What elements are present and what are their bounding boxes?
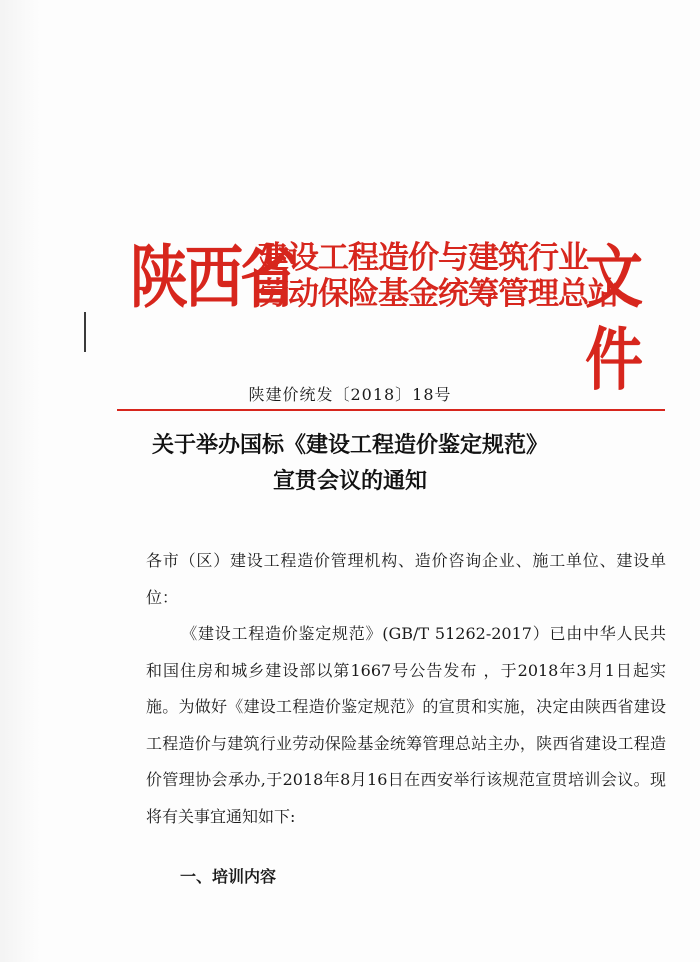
recipients-paragraph: 各市（区）建设工程造价管理机构、造价咨询企业、施工单位、建设单位：	[146, 551, 666, 607]
letterhead-doc-type: 文件	[585, 237, 641, 401]
red-divider-line	[117, 409, 665, 411]
letterhead-org-line1: 建设工程造价与建筑行业	[258, 240, 588, 276]
letterhead-organization	[258, 240, 618, 312]
title-line1: 关于举办国标《建设工程造价鉴定规范》	[151, 433, 548, 458]
title-line2: 宣贯会议的通知	[272, 469, 427, 494]
body-paragraph-1: 《建设工程造价鉴定规范》(GB/T 51262-2017）已由中华人民共和国住房和城乡建设部以第1667号公告发布 ，于2018年3月1日起实施。为做好《建设工程造价鉴定规范》的宣贯和实施，决定由陕西省建设工程造价与建筑行业劳动保险基金统筹管理总站主办，陕西省建设工程造价管理协会承办,于2018年8月16日在西安举行该规范宣贯培训会议。现将有关事宜通知如下:	[146, 624, 666, 826]
section-heading-1: 一、培训内容	[180, 867, 277, 886]
letterhead-org-line2: 劳动保险基金统筹管理总站	[258, 276, 618, 312]
binding-mark	[84, 312, 86, 352]
letterhead-province: 陕西省	[130, 237, 296, 318]
document-number: 陕建价统发〔2018〕18号	[248, 385, 452, 404]
document-body	[146, 543, 666, 835]
document-title	[0, 428, 700, 500]
